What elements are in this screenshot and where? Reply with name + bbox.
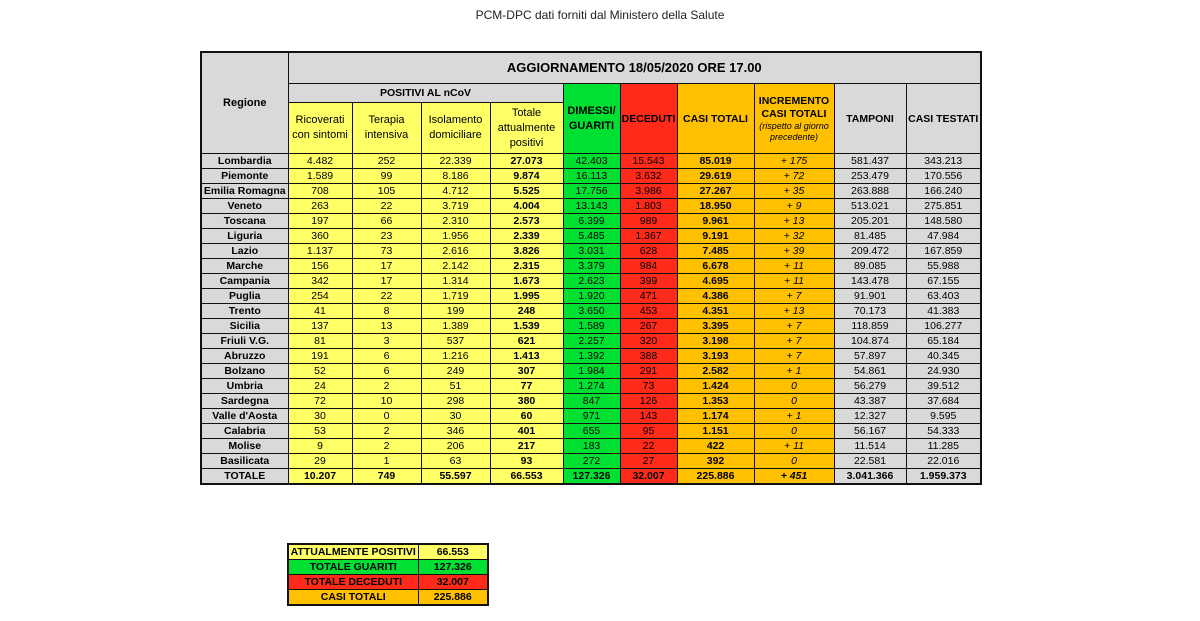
deceduti-cell: 73 <box>620 379 677 394</box>
isolamento-cell: 199 <box>421 304 490 319</box>
casi-totali-cell: 18.950 <box>677 199 754 214</box>
incremento-cell: + 1 <box>754 364 834 379</box>
summary-value-positivi: 66.553 <box>418 544 488 560</box>
casi-testati-cell: 167.859 <box>906 244 981 259</box>
casi-testati-cell: 343.213 <box>906 154 981 169</box>
region-cell: Lombardia <box>201 154 288 169</box>
dimessi-cell: 971 <box>563 409 620 424</box>
dimessi-cell: 1.984 <box>563 364 620 379</box>
region-cell: Sardegna <box>201 394 288 409</box>
totale-row <box>201 469 981 485</box>
deceduti-cell: 15.543 <box>620 154 677 169</box>
region-cell: Bolzano <box>201 364 288 379</box>
region-cell: Calabria <box>201 424 288 439</box>
header-incremento-label: INCREMENTO CASI TOTALI <box>758 94 830 120</box>
ricoverati-cell: 4.482 <box>288 154 352 169</box>
terapia-cell: 6 <box>352 364 421 379</box>
tamponi-cell: 56.167 <box>834 424 906 439</box>
isolamento-cell: 537 <box>421 334 490 349</box>
terapia-cell: 2 <box>352 439 421 454</box>
isolamento-cell: 1.314 <box>421 274 490 289</box>
casi-totali-cell: 6.678 <box>677 259 754 274</box>
incremento-cell: + 11 <box>754 259 834 274</box>
casi-totali-cell: 4.386 <box>677 289 754 304</box>
header-incremento <box>754 84 834 154</box>
dimessi-cell: 847 <box>563 394 620 409</box>
isolamento-cell: 206 <box>421 439 490 454</box>
ricoverati-cell: 263 <box>288 199 352 214</box>
isolamento-cell: 22.339 <box>421 154 490 169</box>
tamponi-cell: 253.479 <box>834 169 906 184</box>
isolamento-cell: 346 <box>421 424 490 439</box>
table-row <box>201 424 981 439</box>
table-row <box>201 244 981 259</box>
totale-positivi-cell: 1.673 <box>490 274 563 289</box>
tamponi-cell: 581.437 <box>834 154 906 169</box>
region-cell: Piemonte <box>201 169 288 184</box>
dimessi-cell: 127.326 <box>563 469 620 485</box>
incremento-cell: + 451 <box>754 469 834 485</box>
table-row <box>201 154 981 169</box>
ricoverati-cell: 72 <box>288 394 352 409</box>
tamponi-cell: 104.874 <box>834 334 906 349</box>
header-tamponi: TAMPONI <box>834 84 906 154</box>
table-row <box>201 229 981 244</box>
terapia-cell: 17 <box>352 259 421 274</box>
totale-positivi-cell: 380 <box>490 394 563 409</box>
isolamento-cell: 2.142 <box>421 259 490 274</box>
terapia-cell: 252 <box>352 154 421 169</box>
header-positivi: POSITIVI AL nCoV <box>288 84 563 103</box>
deceduti-cell: 1.803 <box>620 199 677 214</box>
incremento-cell: + 7 <box>754 319 834 334</box>
table-row <box>201 334 981 349</box>
terapia-cell: 66 <box>352 214 421 229</box>
dimessi-cell: 5.485 <box>563 229 620 244</box>
tamponi-cell: 22.581 <box>834 454 906 469</box>
casi-testati-cell: 65.184 <box>906 334 981 349</box>
isolamento-cell: 55.597 <box>421 469 490 485</box>
incremento-cell: + 13 <box>754 214 834 229</box>
terapia-cell: 13 <box>352 319 421 334</box>
casi-testati-cell: 24.930 <box>906 364 981 379</box>
casi-testati-cell: 67.155 <box>906 274 981 289</box>
totale-positivi-cell: 2.339 <box>490 229 563 244</box>
casi-testati-cell: 63.403 <box>906 289 981 304</box>
casi-totali-cell: 1.424 <box>677 379 754 394</box>
deceduti-cell: 399 <box>620 274 677 289</box>
deceduti-cell: 1.367 <box>620 229 677 244</box>
incremento-cell: + 7 <box>754 289 834 304</box>
casi-totali-cell: 3.198 <box>677 334 754 349</box>
ricoverati-cell: 197 <box>288 214 352 229</box>
totale-positivi-cell: 621 <box>490 334 563 349</box>
casi-testati-cell: 47.984 <box>906 229 981 244</box>
totale-positivi-cell: 2.315 <box>490 259 563 274</box>
summary-label-casi-totali: CASI TOTALI <box>288 590 418 606</box>
totale-positivi-cell: 401 <box>490 424 563 439</box>
incremento-cell: + 9 <box>754 199 834 214</box>
isolamento-cell: 63 <box>421 454 490 469</box>
casi-totali-cell: 392 <box>677 454 754 469</box>
table-row <box>201 289 981 304</box>
header-casi-totali: CASI TOTALI <box>677 84 754 154</box>
casi-testati-cell: 11.285 <box>906 439 981 454</box>
casi-testati-cell: 41.383 <box>906 304 981 319</box>
incremento-cell: + 11 <box>754 274 834 289</box>
casi-totali-cell: 4.351 <box>677 304 754 319</box>
terapia-cell: 0 <box>352 409 421 424</box>
deceduti-cell: 320 <box>620 334 677 349</box>
totale-positivi-cell: 1.539 <box>490 319 563 334</box>
header-totale-positivi: Totale attualmente positivi <box>490 103 563 154</box>
region-cell: Sicilia <box>201 319 288 334</box>
tamponi-cell: 513.021 <box>834 199 906 214</box>
dimessi-cell: 6.399 <box>563 214 620 229</box>
totale-positivi-cell: 2.573 <box>490 214 563 229</box>
incremento-cell: + 11 <box>754 439 834 454</box>
casi-testati-cell: 1.959.373 <box>906 469 981 485</box>
dimessi-cell: 1.274 <box>563 379 620 394</box>
incremento-cell: + 35 <box>754 184 834 199</box>
table-row <box>201 304 981 319</box>
tamponi-cell: 57.897 <box>834 349 906 364</box>
header-terapia: Terapia intensiva <box>352 103 421 154</box>
ricoverati-cell: 137 <box>288 319 352 334</box>
incremento-cell: + 7 <box>754 334 834 349</box>
dimessi-cell: 1.920 <box>563 289 620 304</box>
header-ricoverati: Ricoverati con sintomi <box>288 103 352 154</box>
deceduti-cell: 3.632 <box>620 169 677 184</box>
deceduti-cell: 989 <box>620 214 677 229</box>
ricoverati-cell: 254 <box>288 289 352 304</box>
totale-positivi-cell: 27.073 <box>490 154 563 169</box>
isolamento-cell: 249 <box>421 364 490 379</box>
deceduti-cell: 628 <box>620 244 677 259</box>
region-cell: Lazio <box>201 244 288 259</box>
tamponi-cell: 209.472 <box>834 244 906 259</box>
deceduti-cell: 453 <box>620 304 677 319</box>
totale-positivi-cell: 4.004 <box>490 199 563 214</box>
tamponi-cell: 43.387 <box>834 394 906 409</box>
incremento-cell: + 175 <box>754 154 834 169</box>
casi-totali-cell: 29.619 <box>677 169 754 184</box>
casi-testati-cell: 166.240 <box>906 184 981 199</box>
region-cell: Liguria <box>201 229 288 244</box>
tamponi-cell: 3.041.366 <box>834 469 906 485</box>
casi-totali-cell: 9.191 <box>677 229 754 244</box>
terapia-cell: 22 <box>352 289 421 304</box>
casi-testati-cell: 106.277 <box>906 319 981 334</box>
region-cell: Trento <box>201 304 288 319</box>
casi-totali-cell: 1.353 <box>677 394 754 409</box>
tamponi-cell: 143.478 <box>834 274 906 289</box>
region-cell: Molise <box>201 439 288 454</box>
table-row <box>201 394 981 409</box>
ricoverati-cell: 53 <box>288 424 352 439</box>
terapia-cell: 10 <box>352 394 421 409</box>
totale-positivi-cell: 93 <box>490 454 563 469</box>
ricoverati-cell: 156 <box>288 259 352 274</box>
casi-totali-cell: 3.193 <box>677 349 754 364</box>
casi-testati-cell: 9.595 <box>906 409 981 424</box>
ricoverati-cell: 708 <box>288 184 352 199</box>
table-row <box>201 454 981 469</box>
terapia-cell: 749 <box>352 469 421 485</box>
dimessi-cell: 16.113 <box>563 169 620 184</box>
table-row <box>201 364 981 379</box>
region-cell: Friuli V.G. <box>201 334 288 349</box>
casi-totali-cell: 1.151 <box>677 424 754 439</box>
ricoverati-cell: 342 <box>288 274 352 289</box>
dimessi-cell: 3.379 <box>563 259 620 274</box>
tamponi-cell: 81.485 <box>834 229 906 244</box>
header-incremento-note: (rispetto al giorno precedente) <box>759 120 829 142</box>
incremento-cell: + 39 <box>754 244 834 259</box>
region-cell: Abruzzo <box>201 349 288 364</box>
tamponi-cell: 205.201 <box>834 214 906 229</box>
terapia-cell: 17 <box>352 274 421 289</box>
table-row <box>201 274 981 289</box>
region-cell: Emilia Romagna <box>201 184 288 199</box>
terapia-cell: 3 <box>352 334 421 349</box>
isolamento-cell: 1.216 <box>421 349 490 364</box>
dimessi-cell: 183 <box>563 439 620 454</box>
table-row <box>201 439 981 454</box>
terapia-cell: 73 <box>352 244 421 259</box>
region-cell: Basilicata <box>201 454 288 469</box>
ricoverati-cell: 24 <box>288 379 352 394</box>
isolamento-cell: 4.712 <box>421 184 490 199</box>
incremento-cell: 0 <box>754 454 834 469</box>
dimessi-cell: 1.589 <box>563 319 620 334</box>
totale-positivi-cell: 217 <box>490 439 563 454</box>
ricoverati-cell: 360 <box>288 229 352 244</box>
incremento-cell: + 13 <box>754 304 834 319</box>
isolamento-cell: 3.719 <box>421 199 490 214</box>
header-region: Regione <box>201 52 288 154</box>
incremento-cell: + 1 <box>754 409 834 424</box>
totale-positivi-cell: 9.874 <box>490 169 563 184</box>
casi-totali-cell: 27.267 <box>677 184 754 199</box>
terapia-cell: 6 <box>352 349 421 364</box>
isolamento-cell: 1.389 <box>421 319 490 334</box>
totale-positivi-cell: 1.413 <box>490 349 563 364</box>
dimessi-cell: 2.623 <box>563 274 620 289</box>
casi-testati-cell: 275.851 <box>906 199 981 214</box>
casi-testati-cell: 40.345 <box>906 349 981 364</box>
tamponi-cell: 70.173 <box>834 304 906 319</box>
casi-testati-cell: 37.684 <box>906 394 981 409</box>
table-row <box>201 379 981 394</box>
isolamento-cell: 30 <box>421 409 490 424</box>
summary-value-deceduti: 32.007 <box>418 575 488 590</box>
totale-positivi-cell: 60 <box>490 409 563 424</box>
covid-data-table <box>200 51 982 485</box>
header-casi-testati: CASI TESTATI <box>906 84 981 154</box>
ricoverati-cell: 29 <box>288 454 352 469</box>
dimessi-cell: 655 <box>563 424 620 439</box>
region-cell: Campania <box>201 274 288 289</box>
incremento-cell: 0 <box>754 394 834 409</box>
summary-value-casi-totali: 225.886 <box>418 590 488 606</box>
casi-totali-cell: 85.019 <box>677 154 754 169</box>
deceduti-cell: 95 <box>620 424 677 439</box>
ricoverati-cell: 52 <box>288 364 352 379</box>
deceduti-cell: 27 <box>620 454 677 469</box>
dimessi-cell: 1.392 <box>563 349 620 364</box>
casi-testati-cell: 54.333 <box>906 424 981 439</box>
deceduti-cell: 984 <box>620 259 677 274</box>
tamponi-cell: 89.085 <box>834 259 906 274</box>
isolamento-cell: 51 <box>421 379 490 394</box>
dimessi-cell: 3.031 <box>563 244 620 259</box>
casi-totali-cell: 7.485 <box>677 244 754 259</box>
tamponi-cell: 118.859 <box>834 319 906 334</box>
casi-testati-cell: 22.016 <box>906 454 981 469</box>
ricoverati-cell: 9 <box>288 439 352 454</box>
incremento-cell: + 32 <box>754 229 834 244</box>
summary-table <box>287 543 489 606</box>
isolamento-cell: 2.616 <box>421 244 490 259</box>
isolamento-cell: 1.956 <box>421 229 490 244</box>
deceduti-cell: 471 <box>620 289 677 304</box>
table-row <box>201 259 981 274</box>
header-dimessi: DIMESSI/ GUARITI <box>563 84 620 154</box>
summary-label-positivi: ATTUALMENTE POSITIVI <box>288 544 418 560</box>
table-row <box>201 214 981 229</box>
ricoverati-cell: 1.137 <box>288 244 352 259</box>
casi-testati-cell: 55.988 <box>906 259 981 274</box>
summary-value-guariti: 127.326 <box>418 560 488 575</box>
tamponi-cell: 12.327 <box>834 409 906 424</box>
isolamento-cell: 1.719 <box>421 289 490 304</box>
table-row <box>201 349 981 364</box>
incremento-cell: + 7 <box>754 349 834 364</box>
isolamento-cell: 298 <box>421 394 490 409</box>
dimessi-cell: 272 <box>563 454 620 469</box>
deceduti-cell: 291 <box>620 364 677 379</box>
deceduti-cell: 3.986 <box>620 184 677 199</box>
ricoverati-cell: 1.589 <box>288 169 352 184</box>
totale-positivi-cell: 1.995 <box>490 289 563 304</box>
summary-label-deceduti: TOTALE DECEDUTI <box>288 575 418 590</box>
region-cell: Toscana <box>201 214 288 229</box>
terapia-cell: 1 <box>352 454 421 469</box>
terapia-cell: 23 <box>352 229 421 244</box>
casi-totali-cell: 2.582 <box>677 364 754 379</box>
casi-totali-cell: 225.886 <box>677 469 754 485</box>
casi-totali-cell: 422 <box>677 439 754 454</box>
region-cell: Valle d'Aosta <box>201 409 288 424</box>
terapia-cell: 8 <box>352 304 421 319</box>
casi-testati-cell: 148.580 <box>906 214 981 229</box>
totale-positivi-cell: 307 <box>490 364 563 379</box>
casi-totali-cell: 4.695 <box>677 274 754 289</box>
table-row <box>201 409 981 424</box>
totale-positivi-cell: 248 <box>490 304 563 319</box>
region-cell: Umbria <box>201 379 288 394</box>
ricoverati-cell: 10.207 <box>288 469 352 485</box>
tamponi-cell: 263.888 <box>834 184 906 199</box>
incremento-cell: 0 <box>754 424 834 439</box>
dimessi-cell: 17.756 <box>563 184 620 199</box>
table-row <box>201 199 981 214</box>
deceduti-cell: 126 <box>620 394 677 409</box>
header-isolamento: Isolamento domiciliare <box>421 103 490 154</box>
terapia-cell: 22 <box>352 199 421 214</box>
region-cell: TOTALE <box>201 469 288 485</box>
isolamento-cell: 8.186 <box>421 169 490 184</box>
incremento-cell: 0 <box>754 379 834 394</box>
tamponi-cell: 91.901 <box>834 289 906 304</box>
terapia-cell: 2 <box>352 379 421 394</box>
table-row <box>201 184 981 199</box>
totale-positivi-cell: 77 <box>490 379 563 394</box>
deceduti-cell: 22 <box>620 439 677 454</box>
dimessi-cell: 42.403 <box>563 154 620 169</box>
header-deceduti: DECEDUTI <box>620 84 677 154</box>
casi-totali-cell: 3.395 <box>677 319 754 334</box>
document-title: PCM-DPC dati forniti dal Ministero della Salute <box>475 8 725 22</box>
tamponi-cell: 54.861 <box>834 364 906 379</box>
summary-label-guariti: TOTALE GUARITI <box>288 560 418 575</box>
deceduti-cell: 388 <box>620 349 677 364</box>
dimessi-cell: 2.257 <box>563 334 620 349</box>
incremento-cell: + 72 <box>754 169 834 184</box>
casi-totali-cell: 1.174 <box>677 409 754 424</box>
terapia-cell: 2 <box>352 424 421 439</box>
table-row <box>201 169 981 184</box>
dimessi-cell: 3.650 <box>563 304 620 319</box>
header-update: AGGIORNAMENTO 18/05/2020 ORE 17.00 <box>288 52 981 84</box>
region-cell: Marche <box>201 259 288 274</box>
totale-positivi-cell: 66.553 <box>490 469 563 485</box>
terapia-cell: 99 <box>352 169 421 184</box>
region-cell: Veneto <box>201 199 288 214</box>
deceduti-cell: 32.007 <box>620 469 677 485</box>
totale-positivi-cell: 3.826 <box>490 244 563 259</box>
tamponi-cell: 11.514 <box>834 439 906 454</box>
casi-testati-cell: 170.556 <box>906 169 981 184</box>
deceduti-cell: 267 <box>620 319 677 334</box>
deceduti-cell: 143 <box>620 409 677 424</box>
dimessi-cell: 13.143 <box>563 199 620 214</box>
isolamento-cell: 2.310 <box>421 214 490 229</box>
table-row <box>201 319 981 334</box>
ricoverati-cell: 191 <box>288 349 352 364</box>
region-cell: Puglia <box>201 289 288 304</box>
terapia-cell: 105 <box>352 184 421 199</box>
ricoverati-cell: 30 <box>288 409 352 424</box>
tamponi-cell: 56.279 <box>834 379 906 394</box>
casi-testati-cell: 39.512 <box>906 379 981 394</box>
totale-positivi-cell: 5.525 <box>490 184 563 199</box>
casi-totali-cell: 9.961 <box>677 214 754 229</box>
ricoverati-cell: 41 <box>288 304 352 319</box>
ricoverati-cell: 81 <box>288 334 352 349</box>
